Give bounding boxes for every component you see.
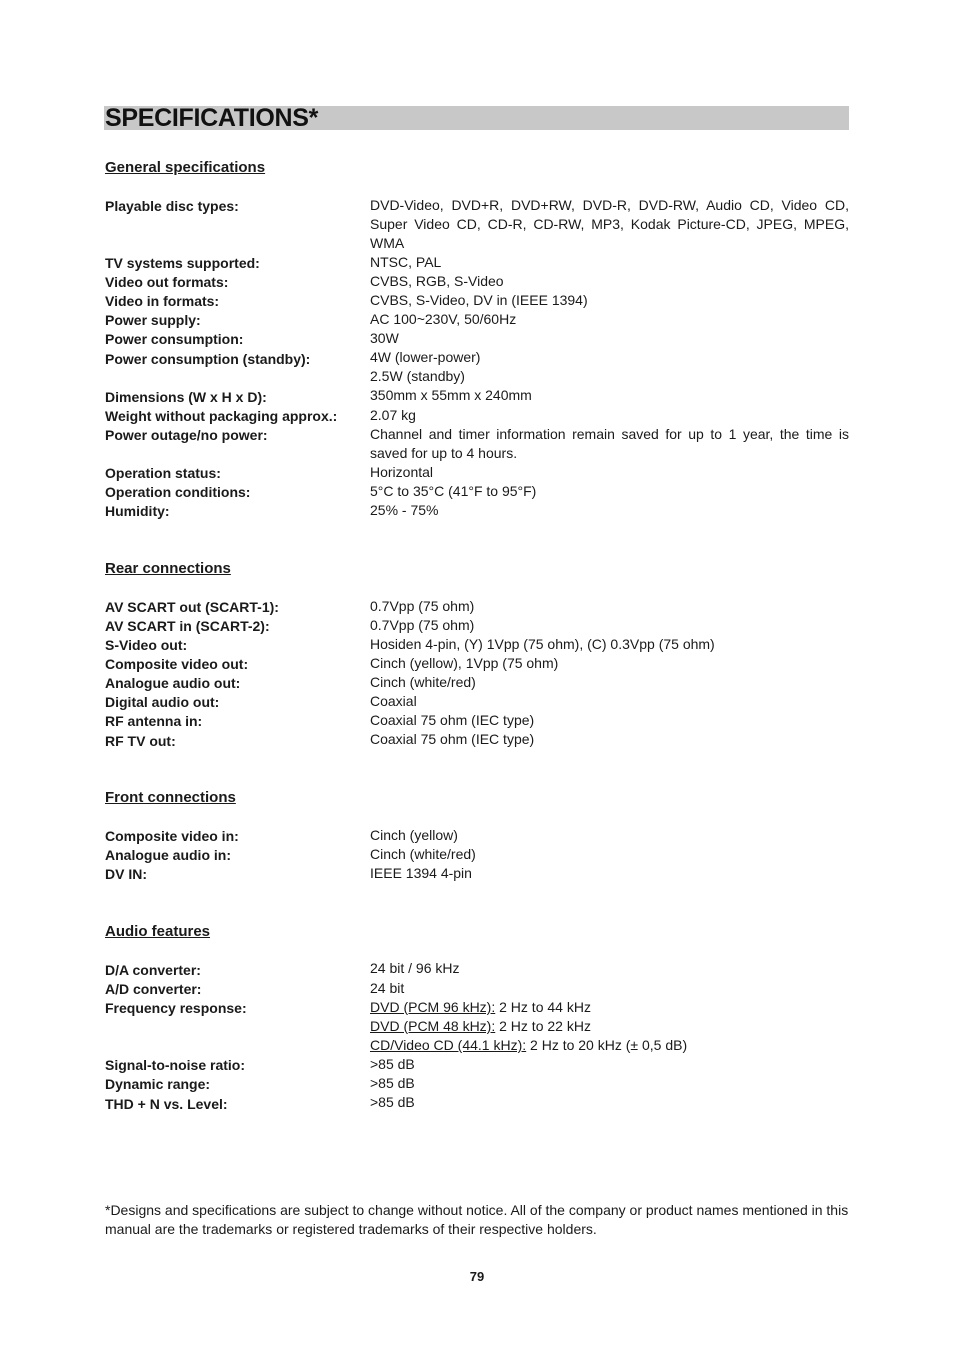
spec-value: Cinch (white/red) bbox=[370, 846, 476, 862]
spec-label: AV SCART out (SCART-1): bbox=[105, 599, 279, 615]
freq-value: 2 Hz to 22 kHz bbox=[495, 1018, 591, 1034]
spec-label: Analogue audio in: bbox=[105, 847, 231, 863]
spec-label: DV IN: bbox=[105, 866, 147, 882]
spec-value: 2.07 kg bbox=[370, 407, 416, 423]
spec-value: Horizontal bbox=[370, 464, 434, 480]
section-heading-rear: Rear connections bbox=[105, 560, 231, 577]
spec-value: Cinch (yellow), 1Vpp (75 ohm) bbox=[370, 655, 559, 671]
spec-label: RF TV out: bbox=[105, 733, 176, 749]
spec-value: 0.7Vpp (75 ohm) bbox=[370, 598, 475, 614]
spec-label: Signal-to-noise ratio: bbox=[105, 1057, 245, 1073]
spec-value: NTSC, PAL bbox=[370, 254, 442, 270]
spec-value: 30W bbox=[370, 330, 399, 346]
page-number: 79 bbox=[469, 1269, 485, 1284]
spec-label: Operation conditions: bbox=[105, 484, 251, 500]
spec-label: Video out formats: bbox=[105, 274, 229, 290]
spec-value: 4W (lower-power) bbox=[370, 349, 481, 365]
spec-value: >85 dB bbox=[370, 1075, 415, 1091]
spec-label: RF antenna in: bbox=[105, 713, 203, 729]
spec-value-secondary: 2.5W (standby) bbox=[370, 368, 465, 384]
spec-label: Frequency response: bbox=[105, 1000, 247, 1016]
spec-label: A/D converter: bbox=[105, 981, 202, 997]
spec-value: Coaxial bbox=[370, 693, 417, 709]
freq-line bbox=[370, 998, 849, 1017]
spec-value: Coaxial 75 ohm (IEC type) bbox=[370, 731, 535, 747]
spec-label: Power supply: bbox=[105, 312, 201, 328]
page-title: SPECIFICATIONS* bbox=[105, 104, 319, 132]
spec-label: Analogue audio out: bbox=[105, 675, 241, 691]
spec-value: 25% - 75% bbox=[370, 502, 439, 518]
spec-label: Humidity: bbox=[105, 503, 170, 519]
spec-label: Weight without packaging approx.: bbox=[105, 408, 338, 424]
spec-value: CVBS, S-Video, DV in (IEEE 1394) bbox=[370, 292, 588, 308]
spec-value: 24 bit bbox=[370, 980, 405, 996]
section-heading-general: General specifications bbox=[105, 159, 266, 176]
footnote: *Designs and specifications are subject to change without notice. All of the company or product names mentioned in this manual are the trademarks or registered trademarks of their respective holders. bbox=[105, 1202, 849, 1238]
spec-label: Power consumption (standby): bbox=[105, 351, 311, 367]
spec-value: Channel and timer information remain saved for up to 1 year, the time is saved for up to 4 hours. bbox=[370, 426, 849, 462]
freq-line bbox=[370, 1036, 849, 1055]
spec-label: Dynamic range: bbox=[105, 1076, 211, 1092]
spec-value: Cinch (yellow) bbox=[370, 827, 458, 843]
spec-label: Dimensions (W x H x D): bbox=[105, 389, 267, 405]
spec-value: 350mm x 55mm x 240mm bbox=[370, 387, 532, 403]
spec-value: Cinch (white/red) bbox=[370, 674, 476, 690]
freq-key: CD/Video CD (44.1 kHz): bbox=[370, 1037, 527, 1053]
spec-label: AV SCART in (SCART-2): bbox=[105, 618, 270, 634]
section-heading-front: Front connections bbox=[105, 789, 236, 806]
spec-label: Composite video in: bbox=[105, 828, 239, 844]
spec-label: Composite video out: bbox=[105, 656, 249, 672]
spec-label: Playable disc types: bbox=[105, 198, 239, 214]
spec-value: Coaxial 75 ohm (IEC type) bbox=[370, 712, 535, 728]
spec-value: IEEE 1394 4-pin bbox=[370, 865, 472, 881]
spec-label: TV systems supported: bbox=[105, 255, 260, 271]
spec-label: S-Video out: bbox=[105, 637, 188, 653]
spec-value: CVBS, RGB, S-Video bbox=[370, 273, 504, 289]
spec-label: Digital audio out: bbox=[105, 694, 220, 710]
spec-label: D/A converter: bbox=[105, 962, 201, 978]
spec-label: Power outage/no power: bbox=[105, 427, 268, 443]
spec-value: Hosiden 4-pin, (Y) 1Vpp (75 ohm), (C) 0.3Vpp (75 ohm) bbox=[370, 636, 715, 652]
spec-label: Operation status: bbox=[105, 465, 221, 481]
freq-value: 2 Hz to 20 kHz (± 0,5 dB) bbox=[526, 1037, 688, 1053]
spec-label: THD + N vs. Level: bbox=[105, 1096, 228, 1112]
freq-key: DVD (PCM 48 kHz): bbox=[370, 1018, 496, 1034]
spec-value: 0.7Vpp (75 ohm) bbox=[370, 617, 475, 633]
spec-value: 24 bit / 96 kHz bbox=[370, 960, 460, 976]
spec-label: Video in formats: bbox=[105, 293, 220, 309]
spec-value: AC 100~230V, 50/60Hz bbox=[370, 311, 517, 327]
freq-key: DVD (PCM 96 kHz): bbox=[370, 999, 496, 1015]
spec-value: DVD-Video, DVD+R, DVD+RW, DVD-R, DVD-RW, Audio CD, Video CD, Super Video CD, CD-R, CD-RW, MP3, Kodak Picture-CD, JPEG, MPEG, WMA bbox=[370, 197, 849, 252]
spec-value: 5°C to 35°C (41°F to 95°F) bbox=[370, 483, 537, 499]
freq-value: 2 Hz to 44 kHz bbox=[495, 999, 591, 1015]
freq-line bbox=[370, 1017, 849, 1036]
section-heading-audio: Audio features bbox=[105, 923, 211, 940]
spec-label: Power consumption: bbox=[105, 331, 244, 347]
spec-value: >85 dB bbox=[370, 1094, 415, 1110]
spec-value: >85 dB bbox=[370, 1056, 415, 1072]
